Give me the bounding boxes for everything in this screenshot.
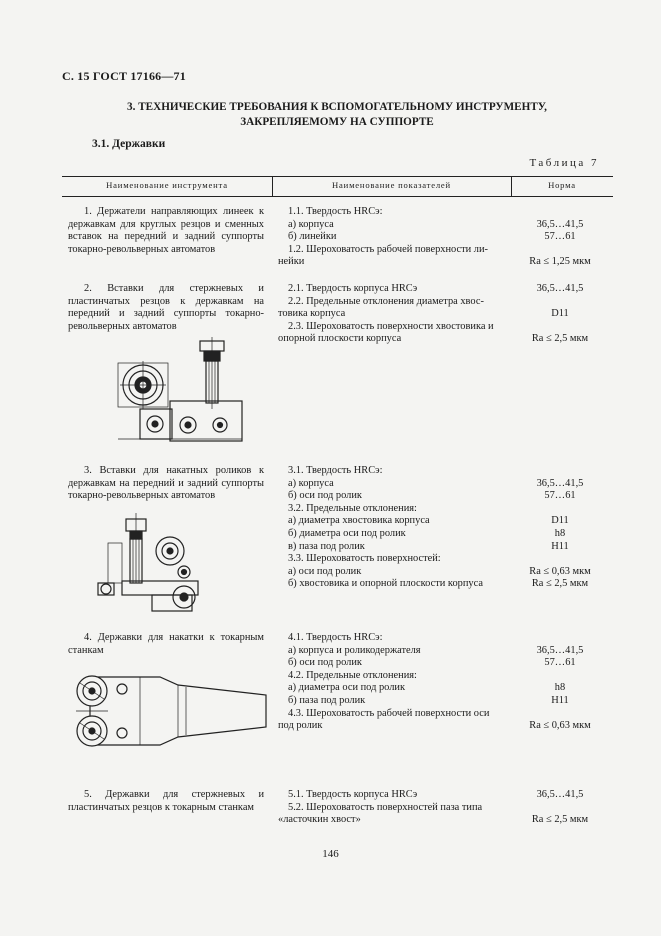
table-row-norms — [510, 206, 610, 269]
param-line: а) диаметра оси под ролик — [288, 682, 406, 694]
param-line: опорной плоскости корпуса — [278, 333, 402, 345]
table-row-params — [278, 632, 506, 733]
param-line: 3.1. Твердость HRCэ: — [288, 465, 383, 476]
param-line: 5.2. Шероховатость поверхностей паза типа — [288, 801, 483, 813]
insert-drawing — [100, 335, 250, 447]
norm-line: 57…61 — [544, 231, 576, 243]
param-line: б) оси под ролик — [288, 657, 362, 669]
norm-line — [510, 632, 610, 645]
norm-line: 57…61 — [544, 657, 576, 669]
param-line: в) паза под ролик — [288, 540, 365, 552]
param-line: нейки — [278, 256, 305, 268]
param-line: б) оси под ролик — [288, 490, 362, 502]
param-line: 2.2. Предельные отклонения диаметра хвос- — [288, 295, 484, 307]
norm-line: h8 — [554, 527, 566, 539]
norm-line: H11 — [551, 694, 569, 706]
table-row-name: 5. Державки для стержневых и пластинчатых резцов к токарным станкам — [68, 789, 264, 813]
norm-line — [510, 296, 610, 309]
norm-line: 36,5…41,5 — [536, 789, 584, 800]
norm-line — [510, 321, 610, 334]
norm-line: Ra ≤ 1,25 мкм — [529, 256, 591, 268]
param-line: 4.1. Твердость HRCэ: — [288, 632, 383, 643]
param-line: 3.2. Предельные отклонения: — [288, 502, 417, 514]
param-line: «ласточкин хвост» — [278, 814, 361, 826]
param-line: 4.2. Предельные отклонения: — [288, 669, 417, 681]
norm-line: 36,5…41,5 — [536, 218, 584, 230]
table-row-params — [288, 465, 506, 591]
param-line: 1.1. Твердость HRCэ: — [288, 206, 383, 217]
norm-line: 36,5…41,5 — [536, 477, 584, 489]
param-line: б) хвостовика и опорной плоскости корпуса — [288, 578, 483, 590]
param-line: 2.3. Шероховатость поверхности хвостовика и — [288, 320, 494, 332]
param-line: товика корпуса — [278, 308, 346, 320]
param-line: 3.3. Шероховатость поверхностей: — [288, 553, 441, 565]
norm-line — [510, 206, 610, 219]
param-line: а) диаметра хвостовика корпуса — [288, 515, 430, 527]
norm-line: 36,5…41,5 — [536, 644, 584, 656]
section-title-line-2: ЗАКРЕПЛЯЕМОМУ НА СУППОРТЕ — [240, 116, 434, 128]
column-header-tool: Наименование инструмента — [106, 180, 228, 190]
norm-line — [510, 244, 610, 257]
knurling-holder-drawing — [70, 665, 270, 755]
norm-line: Ra ≤ 0,63 мкм — [529, 720, 591, 732]
norm-line — [510, 670, 610, 683]
param-line: 4.3. Шероховатость рабочей поверхности оси — [288, 707, 490, 719]
param-line: б) линейки — [288, 231, 337, 243]
param-line: а) корпуса — [288, 218, 334, 230]
norm-line: 36,5…41,5 — [536, 283, 584, 294]
table-row-norms — [510, 465, 610, 591]
param-line: б) паза под ролик — [288, 694, 366, 706]
table-row-norms — [510, 789, 610, 827]
param-line: а) оси под ролик — [288, 565, 362, 577]
norm-line: h8 — [554, 682, 566, 694]
table-header-rule — [62, 196, 613, 197]
norm-line: Ra ≤ 2,5 мкм — [531, 333, 589, 345]
norm-line — [510, 802, 610, 815]
param-line: 5.1. Твердость корпуса HRCэ — [288, 789, 418, 800]
table-row-name: 4. Державки для накатки к токарным станкам — [68, 632, 264, 656]
norm-line: H11 — [551, 540, 569, 552]
norm-line: Ra ≤ 0,63 мкм — [529, 565, 591, 577]
param-line: а) корпуса и роликодержателя — [288, 644, 421, 656]
param-line: 1.2. Шероховатость рабочей поверхности ли- — [288, 243, 489, 255]
param-line: б) диаметра оси под ролик — [288, 527, 406, 539]
norm-line: 57…61 — [544, 490, 576, 502]
norm-line: Ra ≤ 2,5 мкм — [531, 814, 589, 826]
table-row-norms — [510, 283, 610, 346]
section-title-line-1: 3. ТЕХНИЧЕСКИЕ ТРЕБОВАНИЯ К ВСПОМОГАТЕЛЬНОМУ ИНСТРУМЕНТУ, — [127, 101, 547, 113]
norm-line — [510, 503, 610, 516]
norm-line — [510, 465, 610, 478]
subsection-title: 3.1. Державки — [92, 138, 166, 150]
table-row-norms — [510, 632, 610, 733]
table-row-name: 3. Вставки для накатных роликов к державкам на передний и задний суппорты токарно-револьверных автоматов — [68, 465, 264, 502]
table-top-rule — [62, 176, 613, 177]
table-row-params — [278, 206, 506, 269]
roller-insert-drawing — [92, 513, 212, 613]
norm-line — [510, 708, 610, 721]
table-row-name: 2. Вставки для стержневых и пластинчатых резцов к державкам на передний и задний суппорты токарно-револьверных автоматов — [68, 283, 264, 332]
page-header: С. 15 ГОСТ 17166—71 — [62, 69, 186, 83]
norm-line: D11 — [551, 515, 569, 527]
param-line: 2.1. Твердость корпуса HRCэ — [288, 283, 418, 294]
norm-line: Ra ≤ 2,5 мкм — [531, 578, 589, 590]
norm-line — [510, 553, 610, 566]
table-label: Таблица 7 — [529, 157, 599, 169]
param-line: под ролик — [278, 720, 323, 732]
column-header-parameter: Наименование показателей — [332, 180, 451, 190]
param-line: а) корпуса — [288, 477, 334, 489]
norm-line: D11 — [551, 308, 569, 320]
column-header-norm: Норма — [548, 180, 576, 190]
table-row-name: 1. Держатели направляющих линеек к державкам для круглых резцов и сменных вставок на передний и задний суппорты токарно-револьверных автоматов — [68, 206, 264, 255]
page-number: 146 — [322, 848, 339, 860]
table-row-params — [278, 789, 506, 827]
table-row-params — [278, 283, 506, 346]
